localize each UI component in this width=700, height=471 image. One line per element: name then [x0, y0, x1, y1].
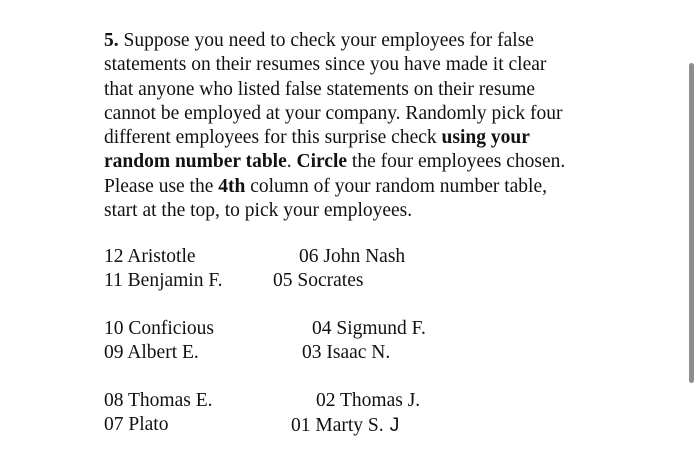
question-line-5: different employees for this surprise check using your — [104, 127, 530, 149]
employee-05[interactable]: 05 Socrates — [273, 270, 364, 291]
employee-02[interactable]: 02 Thomas J. — [316, 390, 421, 411]
question-line-8: start at the top, to pick your employees. — [104, 200, 413, 222]
question-line-6: random number table. Circle the four employees chosen. — [104, 151, 566, 173]
employee-10[interactable]: 10 Conficious — [104, 318, 214, 339]
employee-07[interactable]: 07 Plato — [104, 414, 169, 435]
question-line-7: Please use the 4th column of your random number table, — [104, 175, 547, 197]
question-line-1: 5. Suppose you need to check your employees for false — [104, 30, 534, 51]
employee-01[interactable]: 01 Marty S. J — [291, 414, 400, 436]
question-line-4: cannot be employed at your company. Randomly pick four — [104, 102, 563, 124]
scrollbar[interactable] — [689, 63, 694, 383]
question-line-3: that anyone who listed false statements on their resume — [104, 78, 536, 100]
employee-04[interactable]: 04 Sigmund F. — [312, 318, 426, 339]
employee-12[interactable]: 12 Aristotle — [104, 246, 196, 267]
question-text — [104, 29, 624, 223]
question-number: 5. — [104, 30, 119, 51]
handwritten-mark: J — [389, 414, 400, 436]
question-line-2: statements on their resumes since you have made it clear — [104, 54, 547, 76]
employee-03[interactable]: 03 Isaac N. — [302, 342, 391, 363]
employee-09[interactable]: 09 Albert E. — [104, 342, 199, 363]
employee-06[interactable]: 06 John Nash — [299, 246, 406, 267]
employee-08[interactable]: 08 Thomas E. — [104, 390, 213, 411]
employee-11[interactable]: 11 Benjamin F. — [104, 270, 223, 291]
